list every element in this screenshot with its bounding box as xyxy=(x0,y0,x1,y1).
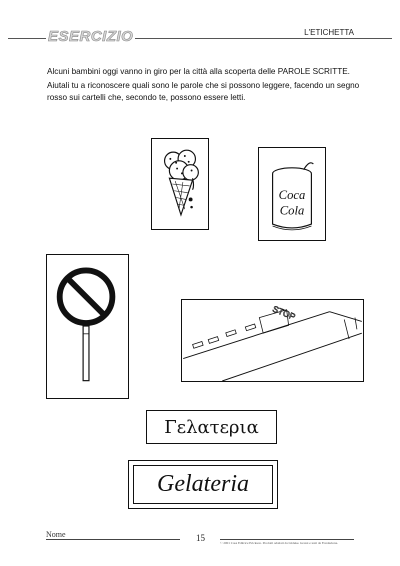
footer-rule xyxy=(220,539,354,540)
road-stop-icon xyxy=(182,300,363,381)
instructions xyxy=(47,66,362,106)
ice-cream-icon xyxy=(152,139,208,229)
instruction-paragraph-2: Aiutali tu a riconoscere quali sono le parole che si possono leggere, facendo un segno rosso sui cartelli che, secondo te, possono essere letti. xyxy=(47,80,360,102)
ice-cream-picture xyxy=(151,138,209,230)
greek-sign-text: Γελατερια xyxy=(164,416,259,438)
name-write-line xyxy=(46,539,180,540)
copyright-note: © 2001 Casa Editrice Erickson. Prodotti adattati da Lüdeke. Grassi e testi da Fondazione. xyxy=(220,541,339,545)
name-label: Nome xyxy=(46,530,66,539)
gelateria-sign xyxy=(128,460,278,509)
road-stop-picture xyxy=(181,299,364,382)
section-label: ESERCIZIO xyxy=(48,28,134,45)
instruction-paragraph-1: Alcuni bambini oggi vanno in giro per la città alla scoperta delle PAROLE SCRITTE. xyxy=(47,67,350,76)
gelateria-sign-inner xyxy=(133,465,273,504)
cola-can-picture xyxy=(258,147,326,241)
can-text-line1: Coca xyxy=(278,187,306,202)
prohibition-sign-picture xyxy=(46,254,129,399)
can-text-line2: Cola xyxy=(279,203,305,218)
page-number: 15 xyxy=(196,533,205,543)
greek-sign xyxy=(146,410,277,444)
gelateria-sign-text: Gelateria xyxy=(157,471,249,497)
prohibition-sign-icon xyxy=(47,255,128,398)
topic-title: L'ETICHETTA xyxy=(304,28,354,37)
cola-can-icon xyxy=(259,148,325,240)
road-text: STOP xyxy=(271,303,297,322)
